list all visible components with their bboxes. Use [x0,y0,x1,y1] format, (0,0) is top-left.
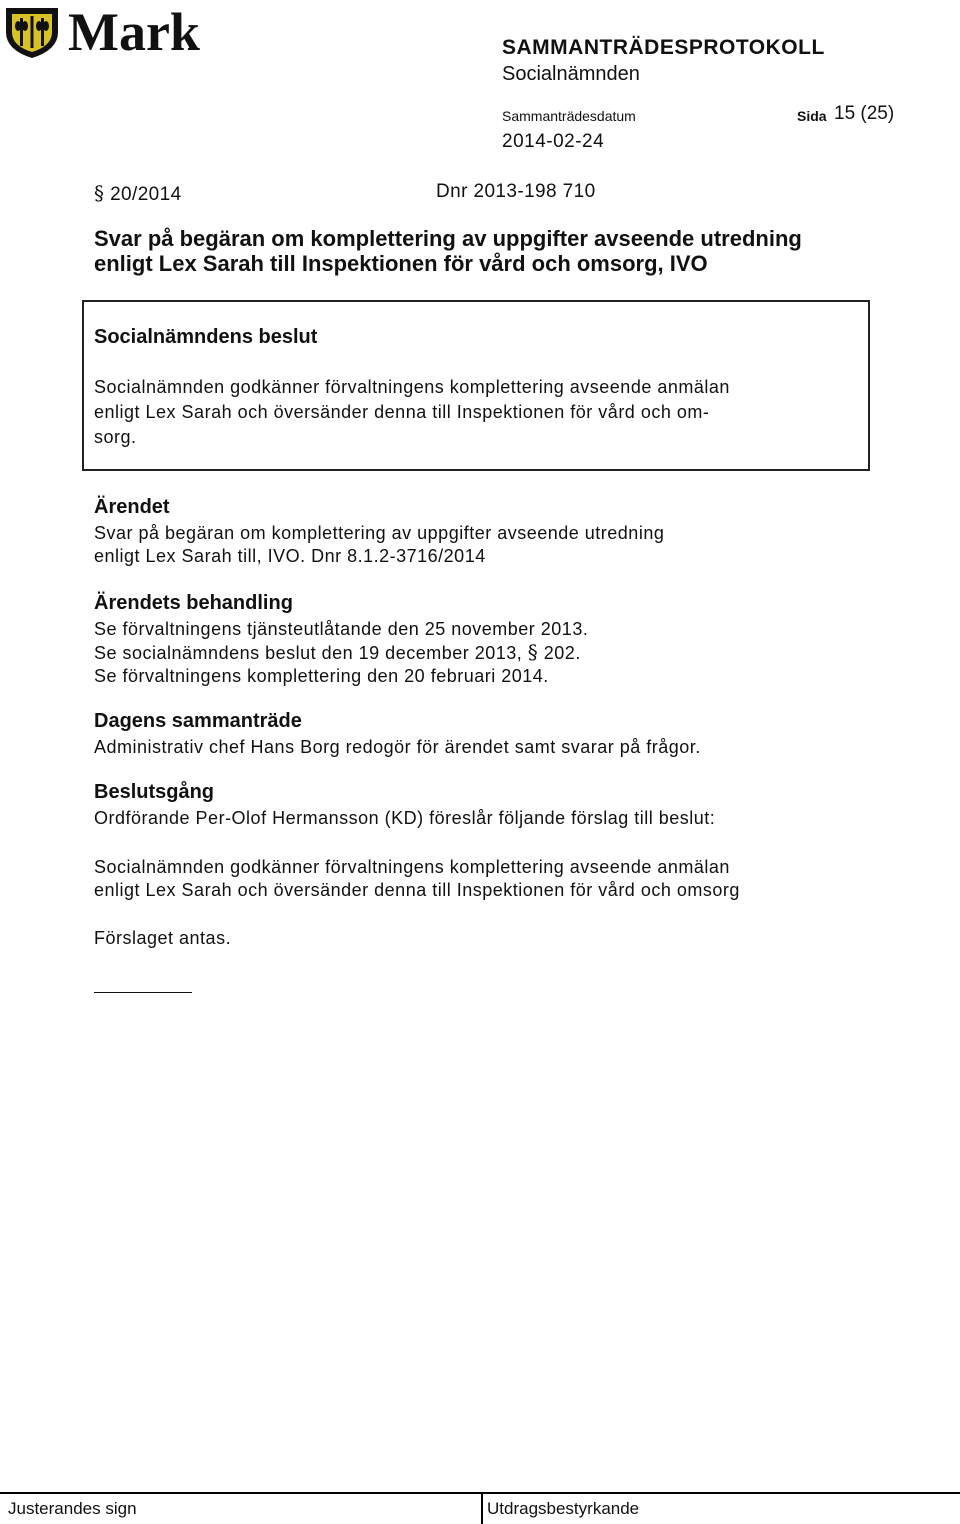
section-symbol: § [94,181,105,205]
decision-text [94,375,854,450]
paragraph-id: 20/2014 [110,184,182,205]
footer-rule [0,1492,960,1494]
beslutsgang-line: Socialnämnden godkänner förvaltningens komplettering avseende anmälan [94,857,730,877]
item-title-line: Svar på begäran om komplettering av uppgifter avseende utredning [94,226,802,251]
arendet-heading: Ärendet [94,496,170,518]
municipal-crest-icon [6,8,58,58]
decision-line: enligt Lex Sarah och översänder denna till Inspektionen för vård och om- [94,402,710,422]
behandling-heading: Ärendets behandling [94,592,293,614]
section-symbol: § [527,640,539,664]
mark-logo [4,2,244,60]
paragraph-number [94,181,182,206]
behandling-line [94,641,894,665]
beslutsgang-line: enligt Lex Sarah och översänder denna till Inspektionen för vård och omsorg [94,880,740,900]
page-label: Sida [797,108,827,124]
beslutsgang-text [94,856,894,902]
item-title [94,226,894,276]
dagens-text: Administrativ chef Hans Borg redogör för ärendet samt svarar på frågor. [94,737,701,757]
behandling-line-text: Se socialnämndens beslut den 19 december 2013, [94,643,528,663]
arendet-line: Svar på begäran om komplettering av uppgifter avseende utredning [94,523,665,543]
decision-line: Socialnämnden godkänner förvaltningens komplettering avseende anmälan [94,377,730,397]
beslutsgang-heading: Beslutsgång [94,781,215,803]
end-separator [94,992,192,993]
footer-divider [481,1492,483,1524]
decision-heading: Socialnämndens beslut [94,326,318,348]
decision-line: sorg. [94,427,137,447]
behandling-line: Se förvaltningens komplettering den 20 februari 2014. [94,666,549,686]
committee-name: Socialnämnden [502,63,640,85]
footer-certification-label: Utdragsbestyrkande [487,1499,640,1518]
beslutsgang-proposal: Ordförande Per-Olof Hermansson (KD) föreslår följande förslag till beslut: [94,808,716,828]
arendet-text [94,522,894,568]
dagens-heading: Dagens sammanträde [94,710,302,732]
logo-text: Mark [68,2,200,60]
meeting-date-label: Sammanträdesdatum [502,108,636,124]
behandling-text [94,618,894,688]
item-title-line: enligt Lex Sarah till Inspektionen för vård och omsorg, IVO [94,251,708,276]
document-title: SAMMANTRÄDESPROTOKOLL [502,36,825,59]
arendet-line: enligt Lex Sarah till, IVO. Dnr 8.1.2-3716/2014 [94,546,486,566]
behandling-line-text: 202. [538,643,581,663]
behandling-line: Se förvaltningens tjänsteutlåtande den 25 november 2013. [94,619,589,639]
beslutsgang-result: Förslaget antas. [94,928,232,948]
meeting-date: 2014-02-24 [502,131,605,152]
page-number: 15 (25) [834,103,895,124]
diary-number: Dnr 2013-198 710 [436,181,596,202]
footer-signature-label: Justerandes sign [8,1499,137,1518]
